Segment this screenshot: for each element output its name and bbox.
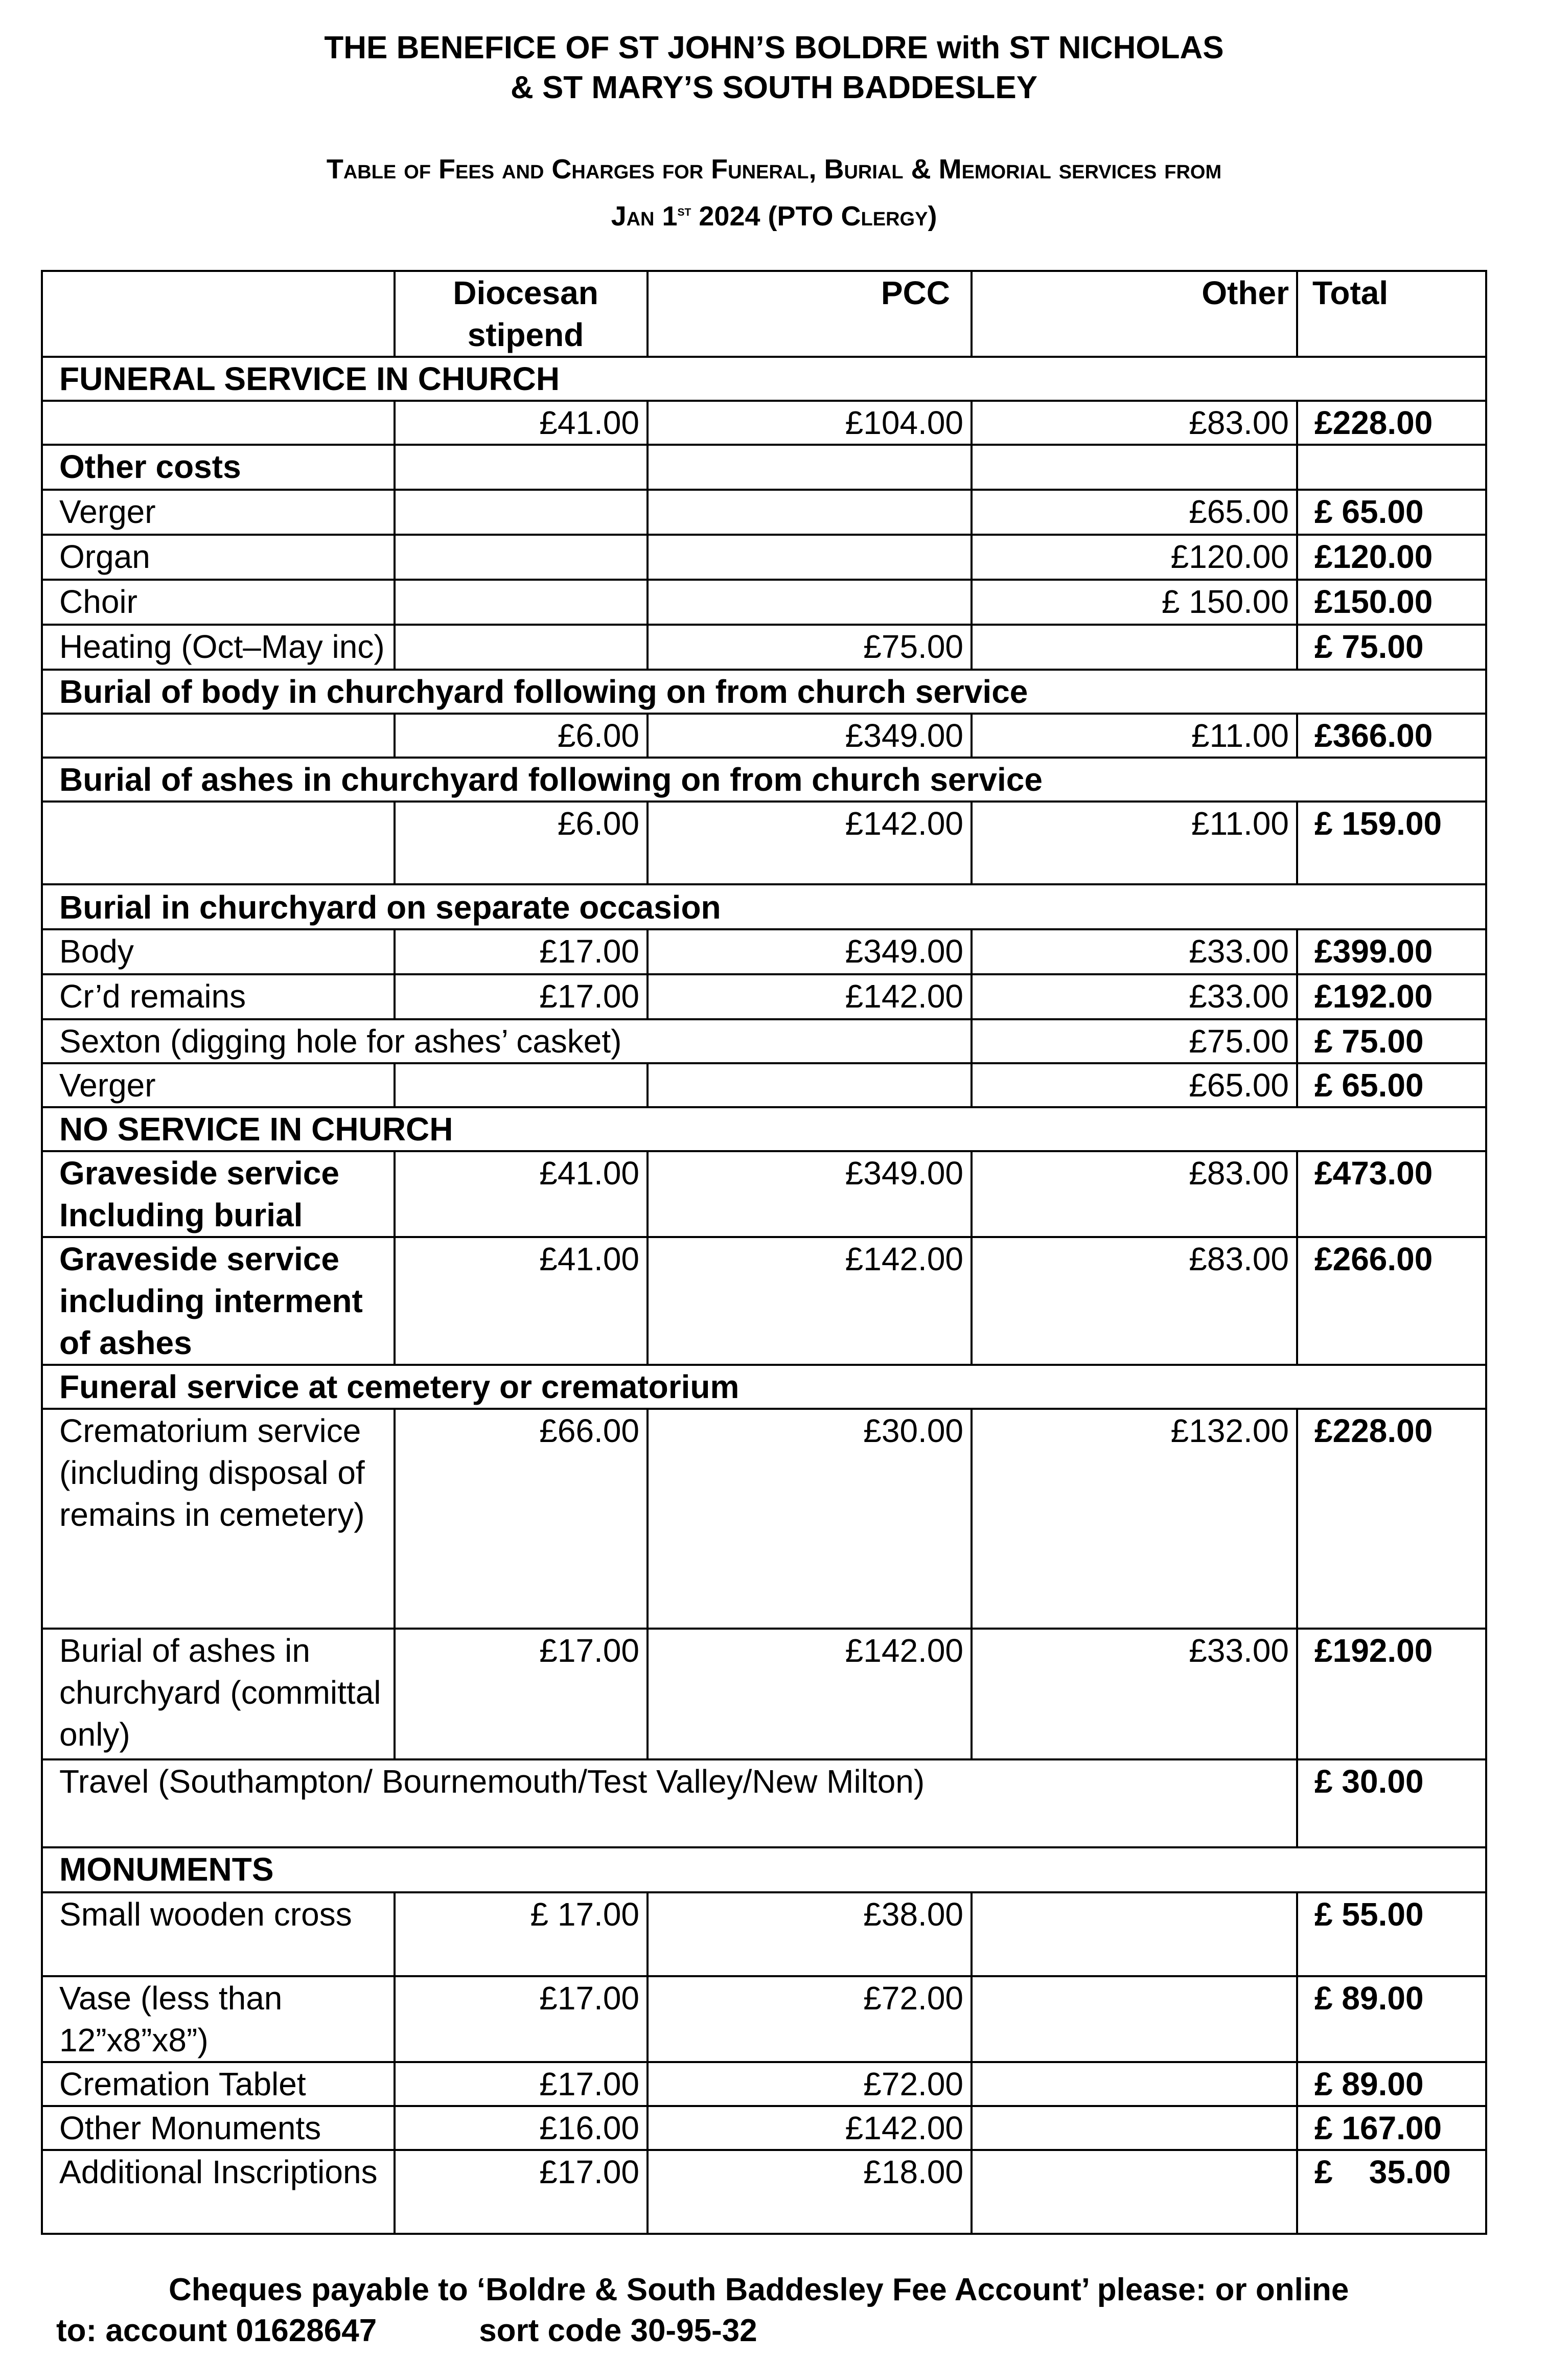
subtitle-line-1: Table of Fees and Charges for Funeral, Burial & Memorial services from [326, 154, 1222, 185]
empty-cell [972, 1892, 1297, 1976]
section-row [42, 357, 1486, 401]
table-row [42, 580, 1486, 625]
row-label: Travel (Southampton/ Bournemouth/Test Valley/New Milton) [42, 1759, 1297, 1847]
empty-cell [395, 580, 648, 625]
table-row [42, 974, 1486, 1019]
header-blank [42, 271, 395, 357]
other-cell: £33.00 [972, 929, 1297, 974]
table-subtitle [0, 148, 1548, 237]
header-row [42, 271, 1486, 357]
pcc-cell: £349.00 [648, 714, 972, 758]
footer-line-2 [56, 2310, 1487, 2351]
table-row [42, 490, 1486, 535]
other-cell: £33.00 [972, 974, 1297, 1019]
row-label [42, 401, 395, 445]
total-cell: £228.00 [1297, 1409, 1486, 1629]
pcc-cell: £142.00 [648, 974, 972, 1019]
section-no-service: NO SERVICE IN CHURCH [42, 1107, 1486, 1151]
diocesan-cell: £66.00 [395, 1409, 648, 1629]
section-row [42, 1365, 1486, 1409]
row-label: Additional Inscriptions [42, 2150, 395, 2234]
pcc-cell: £142.00 [648, 802, 972, 884]
col-header-pcc: PCC [648, 271, 972, 357]
total-cell: £ 65.00 [1297, 490, 1486, 535]
total-cell: £192.00 [1297, 1629, 1486, 1759]
payment-footer [56, 2270, 1487, 2351]
row-label: Graveside service including interment of ashes [42, 1237, 395, 1365]
footer-line-1: Cheques payable to ‘Boldre & South Baddesley Fee Account’ please: or online [169, 2272, 1349, 2307]
empty-cell [648, 580, 972, 625]
total-cell: £473.00 [1297, 1151, 1486, 1237]
empty-cell [648, 1063, 972, 1107]
total-cell: £192.00 [1297, 974, 1486, 1019]
diocesan-cell: £41.00 [395, 1237, 648, 1365]
diocesan-cell: £17.00 [395, 974, 648, 1019]
empty-cell [972, 625, 1297, 670]
row-label: Burial of ashes in churchyard (committal only) [42, 1629, 395, 1759]
col-header-other: Other [972, 271, 1297, 357]
empty-cell [395, 535, 648, 580]
section-row [42, 670, 1486, 714]
table-row [42, 1976, 1486, 2062]
table-row [42, 1019, 1486, 1063]
table-row [42, 401, 1486, 445]
subtitle-year: 2024 (PTO Clergy) [699, 201, 937, 232]
subtitle-sup: st [677, 202, 691, 219]
other-cell: £132.00 [972, 1409, 1297, 1629]
other-cell: £11.00 [972, 802, 1297, 884]
empty-cell [395, 490, 648, 535]
table-row [42, 1759, 1486, 1847]
table-row [42, 625, 1486, 670]
diocesan-cell: £17.00 [395, 1976, 648, 2062]
section-row [42, 758, 1486, 802]
pcc-cell: £104.00 [648, 401, 972, 445]
table-row [42, 535, 1486, 580]
pcc-cell: £18.00 [648, 2150, 972, 2234]
table-row [42, 1151, 1486, 1237]
total-cell: £ 35.00 [1297, 2150, 1486, 2234]
fees-table [41, 270, 1487, 2235]
row-label: Heating (Oct–May inc) [42, 625, 395, 670]
section-burial-ashes: Burial of ashes in churchyard following on from church service [42, 758, 1486, 802]
pcc-cell: £142.00 [648, 1237, 972, 1365]
pcc-cell: £72.00 [648, 1976, 972, 2062]
section-cemetery: Funeral service at cemetery or crematorium [42, 1365, 1486, 1409]
diocesan-cell: £41.00 [395, 401, 648, 445]
section-funeral-church: FUNERAL SERVICE IN CHURCH [42, 357, 1486, 401]
empty-cell [395, 445, 648, 490]
total-cell: £ 89.00 [1297, 2062, 1486, 2106]
total-cell: £ 65.00 [1297, 1063, 1486, 1107]
title-line-2: & ST MARY’S SOUTH BADDESLEY [510, 70, 1038, 105]
col-header-diocesan: Diocesan stipend [395, 271, 648, 357]
empty-cell [1297, 445, 1486, 490]
sort-code: sort code 30-95-32 [479, 2313, 757, 2348]
other-cell: £11.00 [972, 714, 1297, 758]
row-label: Verger [42, 490, 395, 535]
table-row [42, 714, 1486, 758]
other-cell: £ 150.00 [972, 580, 1297, 625]
other-cell: £83.00 [972, 1237, 1297, 1365]
other-cell: £33.00 [972, 1629, 1297, 1759]
row-label: Vase (less than 12”x8”x8”) [42, 1976, 395, 2062]
row-label: Graveside service Including burial [42, 1151, 395, 1237]
diocesan-cell: £17.00 [395, 2062, 648, 2106]
pcc-cell: £349.00 [648, 929, 972, 974]
empty-cell [395, 625, 648, 670]
pcc-cell: £142.00 [648, 1629, 972, 1759]
pcc-cell: £38.00 [648, 1892, 972, 1976]
section-separate-occasion: Burial in churchyard on separate occasion [42, 884, 1486, 929]
empty-cell [972, 445, 1297, 490]
section-row [42, 884, 1486, 929]
total-cell: £ 75.00 [1297, 1019, 1486, 1063]
total-cell: £366.00 [1297, 714, 1486, 758]
table-row [42, 802, 1486, 884]
empty-cell [972, 2062, 1297, 2106]
table-row [42, 445, 1486, 490]
empty-cell [972, 2150, 1297, 2234]
diocesan-cell: £ 17.00 [395, 1892, 648, 1976]
other-costs-heading: Other costs [42, 445, 395, 490]
section-row [42, 1847, 1486, 1892]
total-cell: £ 167.00 [1297, 2106, 1486, 2150]
row-label [42, 714, 395, 758]
table-row [42, 2062, 1486, 2106]
diocesan-cell: £6.00 [395, 802, 648, 884]
pcc-cell: £72.00 [648, 2062, 972, 2106]
table-row [42, 2150, 1486, 2234]
empty-cell [648, 490, 972, 535]
total-cell: £ 30.00 [1297, 1759, 1486, 1847]
empty-cell [648, 445, 972, 490]
total-cell: £266.00 [1297, 1237, 1486, 1365]
subtitle-line-2 [0, 190, 1548, 237]
total-cell: £ 75.00 [1297, 625, 1486, 670]
empty-cell [648, 535, 972, 580]
row-label [42, 802, 395, 884]
row-label: Body [42, 929, 395, 974]
other-cell: £83.00 [972, 1151, 1297, 1237]
table-row [42, 929, 1486, 974]
total-cell: £150.00 [1297, 580, 1486, 625]
empty-cell [972, 2106, 1297, 2150]
total-cell: £ 159.00 [1297, 802, 1486, 884]
diocesan-cell: £17.00 [395, 1629, 648, 1759]
pcc-cell: £30.00 [648, 1409, 972, 1629]
section-burial-body: Burial of body in churchyard following on from church service [42, 670, 1486, 714]
pcc-cell: £349.00 [648, 1151, 972, 1237]
total-cell: £ 89.00 [1297, 1976, 1486, 2062]
pcc-cell: £75.00 [648, 625, 972, 670]
section-monuments: MONUMENTS [42, 1847, 1486, 1892]
row-label: Cr’d remains [42, 974, 395, 1019]
table-row [42, 1892, 1486, 1976]
diocesan-cell: £17.00 [395, 929, 648, 974]
table-row [42, 1409, 1486, 1629]
row-label: Crematorium service (including disposal of remains in cemetery) [42, 1409, 395, 1629]
row-label: Choir [42, 580, 395, 625]
col-header-total: Total [1297, 271, 1486, 357]
account-number: to: account 01628647 [56, 2313, 377, 2348]
section-row [42, 1107, 1486, 1151]
row-label: Verger [42, 1063, 395, 1107]
table-row [42, 2106, 1486, 2150]
benefice-title [0, 28, 1548, 108]
other-cell: £75.00 [972, 1019, 1297, 1063]
row-label: Cremation Tablet [42, 2062, 395, 2106]
table-row [42, 1237, 1486, 1365]
empty-cell [395, 1063, 648, 1107]
other-cell: £65.00 [972, 490, 1297, 535]
total-cell: £ 55.00 [1297, 1892, 1486, 1976]
empty-cell [972, 1976, 1297, 2062]
total-cell: £228.00 [1297, 401, 1486, 445]
row-label: Small wooden cross [42, 1892, 395, 1976]
diocesan-cell: £6.00 [395, 714, 648, 758]
total-cell: £120.00 [1297, 535, 1486, 580]
subtitle-date: Jan 1 [611, 201, 678, 232]
diocesan-cell: £16.00 [395, 2106, 648, 2150]
other-cell: £120.00 [972, 535, 1297, 580]
row-label: Other Monuments [42, 2106, 395, 2150]
diocesan-cell: £17.00 [395, 2150, 648, 2234]
other-cell: £83.00 [972, 401, 1297, 445]
total-cell: £399.00 [1297, 929, 1486, 974]
table-row [42, 1063, 1486, 1107]
title-line-1: THE BENEFICE OF ST JOHN’S BOLDRE with ST NICHOLAS [324, 30, 1224, 65]
diocesan-cell: £41.00 [395, 1151, 648, 1237]
pcc-cell: £142.00 [648, 2106, 972, 2150]
row-label: Organ [42, 535, 395, 580]
row-label: Sexton (digging hole for ashes’ casket) [42, 1019, 972, 1063]
table-row [42, 1629, 1486, 1759]
other-cell: £65.00 [972, 1063, 1297, 1107]
